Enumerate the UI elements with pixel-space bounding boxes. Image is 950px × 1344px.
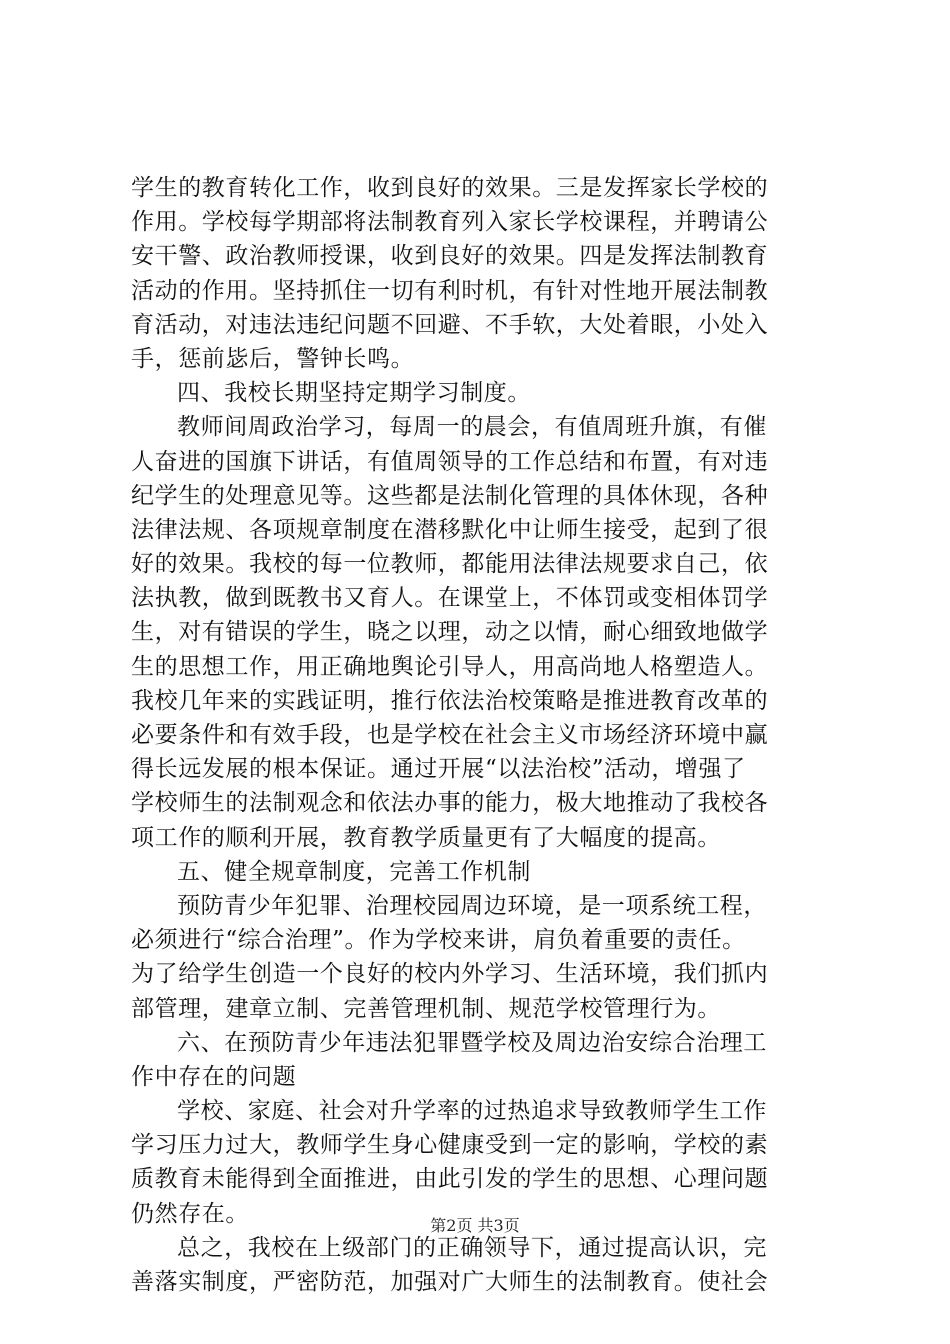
paragraph-start: 教师间周政治学习，每周一的晨会，有值周班升旗，有催 xyxy=(177,414,767,441)
section-heading: 五、健全规章制度，完善工作机制 xyxy=(177,858,531,885)
body-line: 法执教，做到既教书又育人。在课堂上，不体罚或变相体罚学 xyxy=(131,585,769,612)
body-line: 学习压力过大，教师学生身心健康受到一定的影响，学校的素 xyxy=(131,1132,769,1159)
body-line: 质教育未能得到全面推进，由此引发的学生的思想、心理问题 xyxy=(131,1166,769,1193)
body-line: 纪学生的处理意见等。这些都是法制化管理的具体休现，各种 xyxy=(131,482,769,509)
body-line: 必须进行“综合治理”。作为学校来讲，肩负着重要的责任。 xyxy=(131,927,746,954)
section-heading: 四、我校长期坚持定期学习制度。 xyxy=(177,380,531,407)
body-line: 项工作的顺利开展，教育教学质量更有了大幅度的提高。 xyxy=(131,824,721,851)
page-number-footer: 第2页 共3页 xyxy=(430,1216,520,1235)
document-body xyxy=(131,171,831,1299)
body-line: 生，对有错误的学生，晓之以理，动之以情，耐心细致地做学 xyxy=(131,619,769,646)
body-line: 为了给学生创造一个良好的校内外学习、生活环境，我们抓内 xyxy=(131,961,769,988)
body-line: 手，惩前毖后，警钟长鸣。 xyxy=(131,345,415,372)
body-line: 安干警、政治教师授课，收到良好的效果。四是发挥法制教育 xyxy=(131,243,769,270)
body-line: 我校几年来的实践证明，推行依法治校策略是推进教育改革的 xyxy=(131,687,769,714)
body-line: 生的思想工作，用正确地舆论引导人，用高尚地人格塑造人。 xyxy=(131,653,769,680)
paragraph-start: 预防青少年犯罪、治理校园周边环境，是一项系统工程， xyxy=(177,892,767,919)
body-line: 好的效果。我校的每一位教师，都能用法律法规要求自己，依 xyxy=(131,551,769,578)
body-line: 学校师生的法制观念和依法办事的能力，极大地推动了我校各 xyxy=(131,790,769,817)
body-line: 育活动，对违法违纪问题不回避、不手软，大处着眼，小处入 xyxy=(131,311,769,338)
section-heading-continued: 作中存在的问题 xyxy=(131,1063,297,1090)
body-line: 活动的作用。坚持抓住一切有利时机，有针对性地开展法制教 xyxy=(131,277,769,304)
body-line: 人奋进的国旗下讲话，有值周领导的工作总结和布置，有对违 xyxy=(131,448,769,475)
body-line: 必要条件和有效手段，也是学校在社会主义市场经济环境中赢 xyxy=(131,722,769,748)
body-line: 仍然存在。 xyxy=(131,1200,249,1227)
body-line: 得长远发展的根本保证。通过开展“以法治校”活动，增强了 xyxy=(131,756,746,783)
body-line: 部管理，建章立制、完善管理机制、规范学校管理行为。 xyxy=(131,995,721,1022)
body-line: 学生的教育转化工作，收到良好的效果。三是发挥家长学校的 xyxy=(131,175,769,201)
paragraph-start: 总之，我校在上级部门的正确领导下，通过提高认识，完 xyxy=(177,1234,767,1261)
paragraph-start: 学校、家庭、社会对升学率的过热追求导致教师学生工作 xyxy=(177,1098,767,1125)
body-line: 作用。学校每学期部将法制教育列入家长学校课程，并聘请公 xyxy=(131,209,769,236)
section-heading: 六、在预防青少年违法犯罪暨学校及周边治安综合治理工 xyxy=(177,1029,767,1056)
body-line: 善落实制度，严密防范，加强对广大师生的法制教育。使社会 xyxy=(131,1269,769,1295)
body-line: 法律法规、各项规章制度在潜移默化中让师生接受，起到了很 xyxy=(131,516,769,543)
